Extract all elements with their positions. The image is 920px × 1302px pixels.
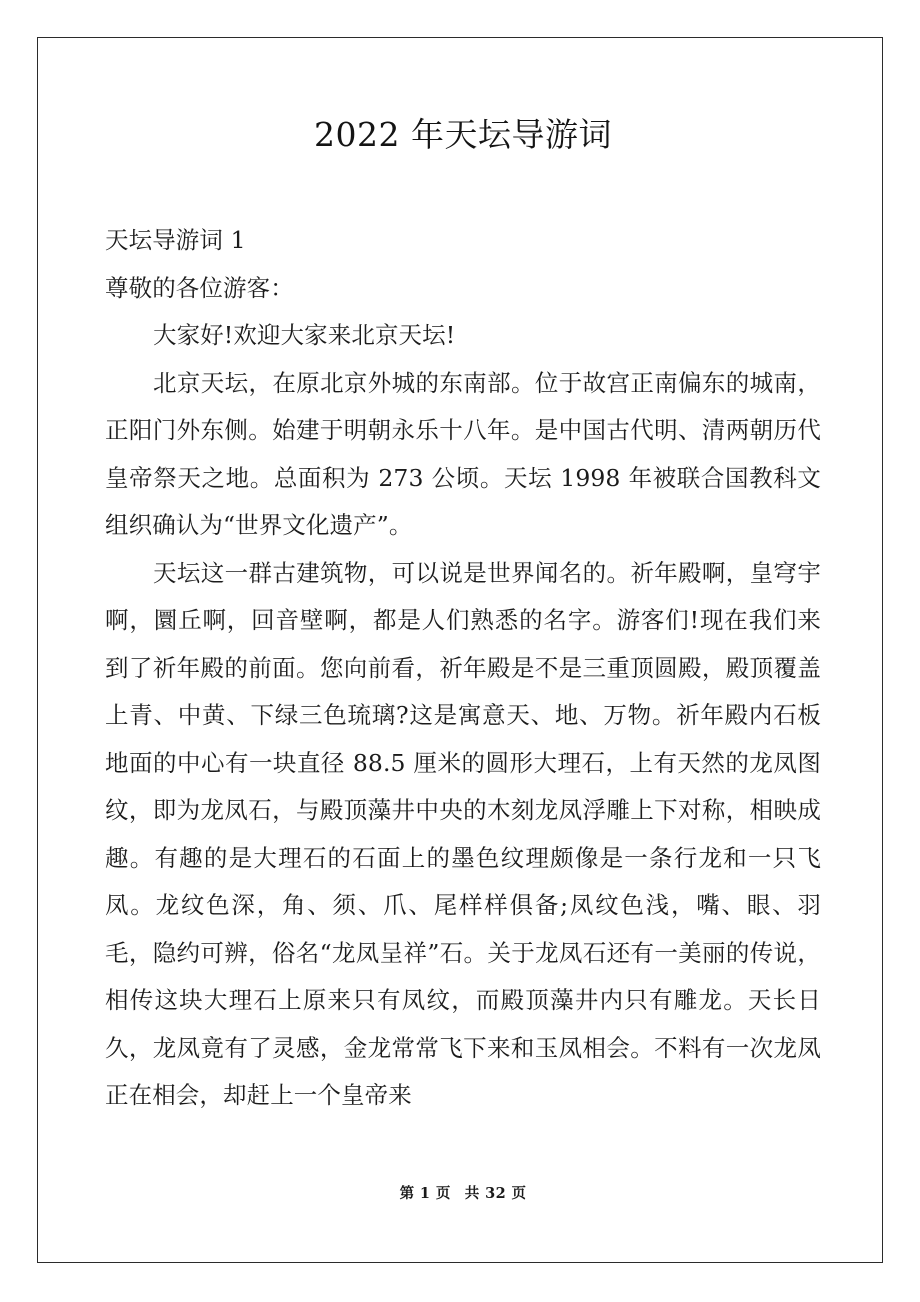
- section-heading: 天坛导游词 1: [105, 226, 246, 254]
- footer-total-pages: 共 32 页: [464, 1185, 527, 1202]
- page-content: [105, 37, 821, 1263]
- qiniandian-paragraph: 天坛这一群古建筑物，可以说是世界闻名的。祈年殿啊，皇穹宇啊，圜丘啊，回音壁啊，都是人们熟悉的名字。游客们!现在我们来到了祈年殿的前面。您向前看，祈年殿是不是三重顶圆殿，殿顶覆盖上青、中黄、下绿三色琉璃?这是寓意天、地、万物。祈年殿内石板地面的中心有一块直径 88.5 厘米的圆形大理石，上有天然的龙凤图纹，即为龙凤石，与殿顶藻井中央的木刻龙凤浮雕上下对称，相映成趣。有趣的是大理石的石面上的墨色纹理颇像是一条行龙和一只飞凤。龙纹色深，角、须、爪、尾样样俱备;凤纹色浅，嘴、眼、羽毛，隐约可辨，俗名“龙凤呈祥”石。关于龙凤石还有一美丽的传说，相传这块大理石上原来只有凤纹，而殿顶藻井内只有雕龙。天长日久，龙凤竟有了灵感，金龙常常飞下来和玉凤相会。不料有一次龙凤正在相会，却赶上一个皇帝来: [105, 558, 821, 1109]
- salutation-line: 尊敬的各位游客：: [105, 273, 294, 302]
- footer-current-page: 第 1 页: [399, 1185, 451, 1202]
- document-body: [105, 217, 821, 1120]
- overview-paragraph: 北京天坛，在原北京外城的东南部。位于故宫正南偏东的城南，正阳门外东侧。始建于明朝永乐十八年。是中国古代明、清两朝历代皇帝祭天之地。总面积为 273 公顷。天坛 1998 年被联合国教科文组织确认为“世界文化遗产”。: [105, 368, 821, 539]
- page-footer: [105, 1182, 821, 1203]
- greeting-paragraph: 大家好!欢迎大家来北京天坛!: [153, 321, 456, 349]
- page-title: 2022 年天坛导游词: [314, 115, 612, 154]
